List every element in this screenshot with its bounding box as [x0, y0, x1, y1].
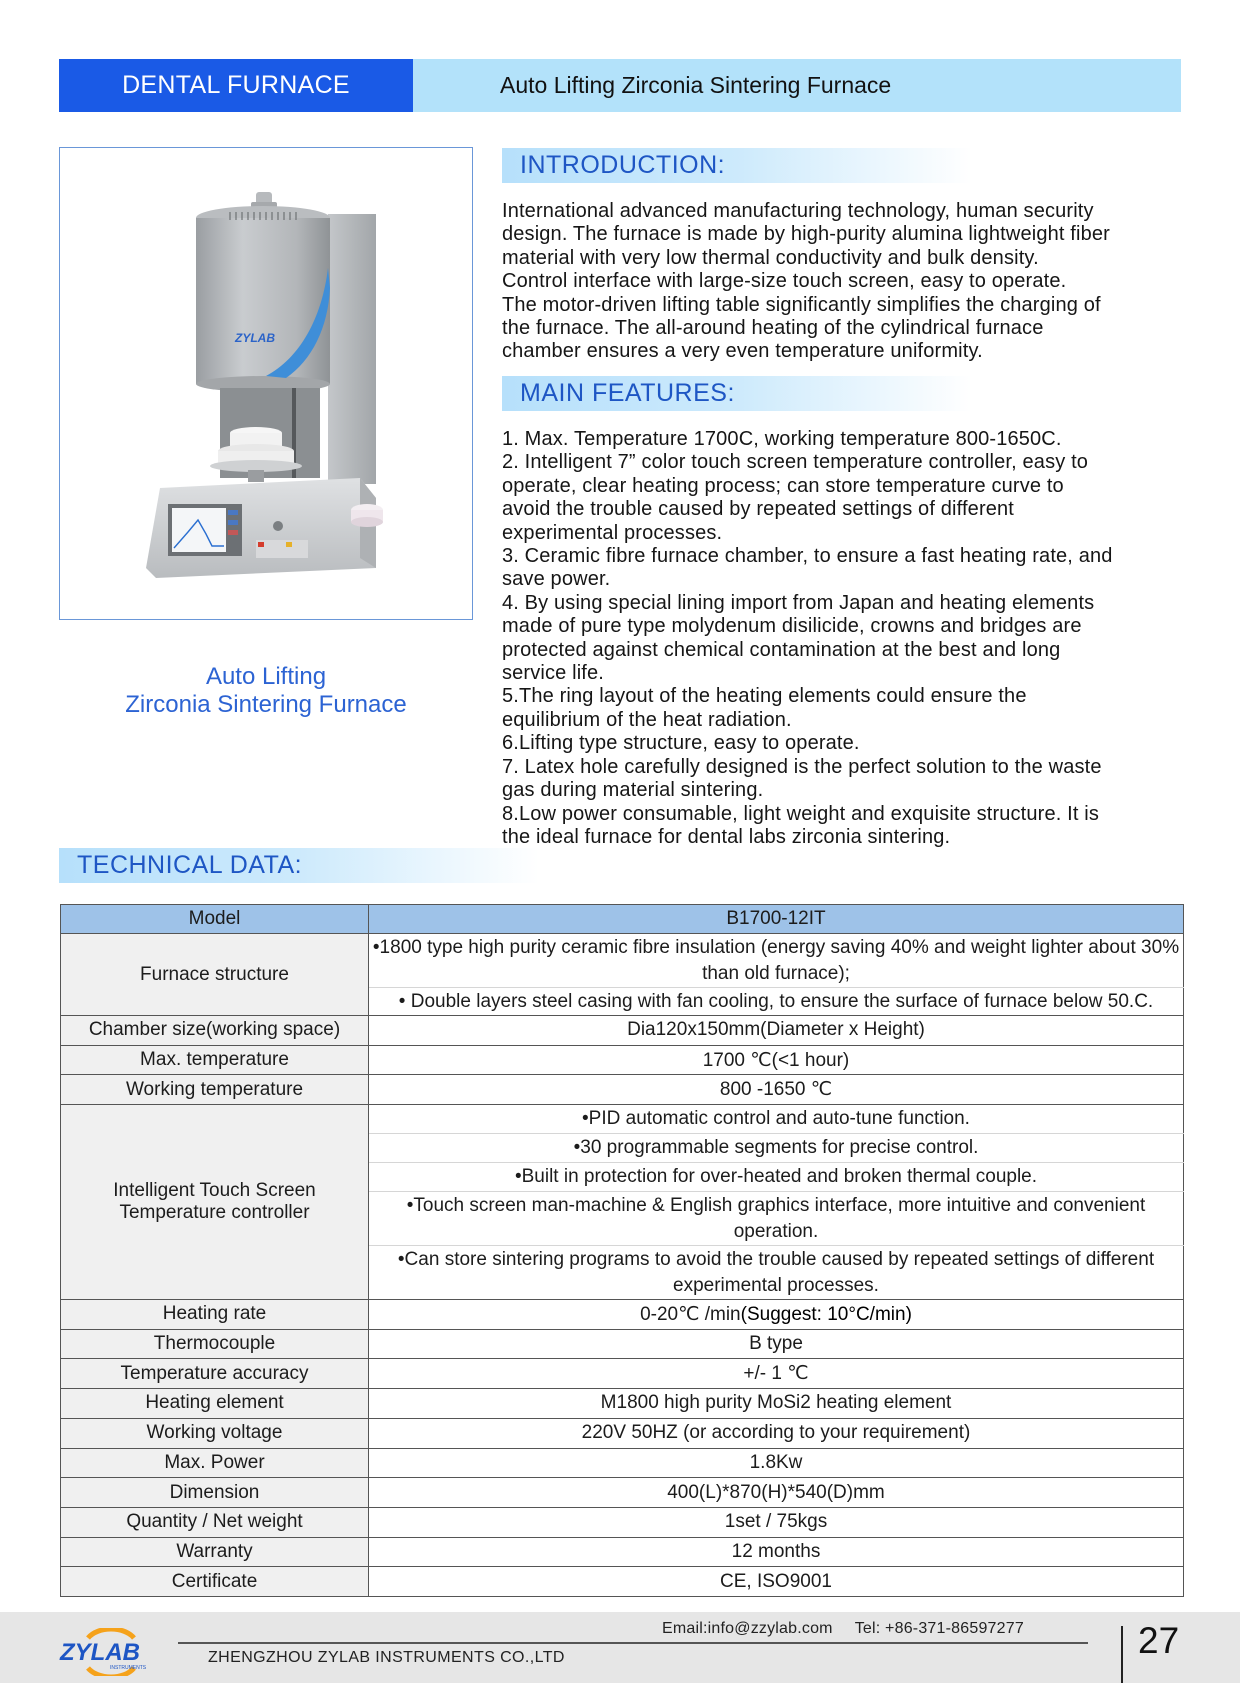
- table-row: [61, 1359, 1184, 1389]
- row-label: Dimension: [61, 1478, 369, 1508]
- caption-line-1: Auto Lifting: [205, 663, 327, 690]
- row-value: [369, 1300, 1184, 1330]
- category-label: DENTAL FURNACE: [59, 59, 413, 112]
- feature-line: avoid the trouble caused by repeated settings of different: [502, 498, 1015, 521]
- feature-line: 5.The ring layout of the heating elements could ensure the: [502, 685, 1027, 708]
- table-row: [61, 1418, 1184, 1448]
- table-row: [61, 1507, 1184, 1537]
- intro-line: International advanced manufacturing technology, human security: [502, 200, 1094, 222]
- row-label: Chamber size(working space): [61, 1016, 369, 1046]
- row-label: Heating rate: [61, 1300, 369, 1330]
- table-header-row: [61, 905, 1184, 934]
- table-row: [61, 1448, 1184, 1478]
- table-row: [61, 1389, 1184, 1419]
- svg-text:INSTRUMENTS: INSTRUMENTS: [110, 1665, 147, 1671]
- feature-line: 4. By using special lining import from Japan and heating elements: [502, 591, 1095, 614]
- table-row: [61, 1478, 1184, 1508]
- intro-line: the furnace. The all-around heating of the cylindrical furnace: [502, 317, 1044, 340]
- feature-line: made of pure type molydenum disilicide, crowns and bridges are: [502, 615, 1082, 638]
- row-label: [61, 1105, 369, 1300]
- svg-text:ZYLAB: ZYLAB: [60, 1639, 140, 1666]
- row-value: 1.8Kw: [369, 1448, 1184, 1478]
- row-label: Max. Power: [61, 1448, 369, 1478]
- row-value: •Can store sintering programs to avoid the trouble caused by repeated settings of different experimental processes.: [369, 1246, 1184, 1300]
- row-value: •1800 type high purity ceramic fibre insulation (energy saving 40% and weight lighter about 30% than old furnace);: [369, 934, 1184, 988]
- row-value: •30 programmable segments for precise control.: [369, 1134, 1184, 1163]
- row-label: Temperature accuracy: [61, 1359, 369, 1389]
- page-number-divider: [1121, 1626, 1123, 1683]
- feature-line: equilibrium of the heat radiation.: [502, 708, 792, 731]
- row-label: Working voltage: [61, 1418, 369, 1448]
- row-label: Thermocouple: [61, 1329, 369, 1359]
- product-image: [59, 147, 473, 620]
- feature-line: 6.Lifting type structure, easy to operate.: [502, 732, 860, 755]
- model-value: B1700-12IT: [369, 905, 1184, 934]
- intro-line: material with very low thermal conductivity and bulk density.: [502, 246, 1039, 269]
- table-row: [61, 1329, 1184, 1359]
- table-row: [61, 1105, 1184, 1134]
- row-label: Heating element: [61, 1389, 369, 1419]
- spec-table: [60, 904, 1184, 1597]
- feature-line: experimental processes.: [502, 521, 723, 544]
- row-value: 400(L)*870(H)*540(D)mm: [369, 1478, 1184, 1508]
- table-row: [61, 1567, 1184, 1597]
- row-value: •Touch screen man-machine & English graphics interface, more intuitive and convenient operation.: [369, 1192, 1184, 1246]
- row-value: 12 months: [369, 1537, 1184, 1567]
- feature-line: service life.: [502, 662, 604, 685]
- feature-line: 7. Latex hole carefully designed is the perfect solution to the waste: [502, 755, 1102, 778]
- feature-line: the ideal furnace for dental labs zirconia sintering.: [502, 825, 951, 848]
- introduction-text: [502, 200, 1192, 364]
- product-caption: [59, 663, 473, 719]
- intro-line: Control interface with large-size touch screen, easy to operate.: [502, 270, 1067, 293]
- table-row: [61, 1300, 1184, 1330]
- footer-company: ZHENGZHOU ZYLAB INSTRUMENTS CO.,LTD: [208, 1649, 565, 1666]
- row-value: B type: [369, 1329, 1184, 1359]
- table-row: [61, 934, 1184, 988]
- row-value: 1set / 75kgs: [369, 1507, 1184, 1537]
- feature-line: save power.: [502, 568, 611, 591]
- heating-rate-suggest: (Suggest: 10°C/min): [740, 1303, 912, 1325]
- technical-heading: TECHNICAL DATA:: [59, 848, 539, 883]
- footer-tel: Tel: +86-371-86597277: [854, 1620, 1024, 1637]
- feature-line: 8.Low power consumable, light weight and exquisite structure. It is: [502, 802, 1100, 825]
- table-row: [61, 1075, 1184, 1105]
- device-brand: ZYLAB: [235, 331, 275, 345]
- feature-line: 1. Max. Temperature 1700C, working temperature 800-1650C.: [502, 428, 1062, 450]
- controller-label-line-1: Intelligent Touch Screen: [113, 1180, 316, 1202]
- row-value: Dia120x150mm(Diameter x Height): [369, 1016, 1184, 1046]
- row-value: • Double layers steel casing with fan cooling, to ensure the surface of furnace below 50.C.: [369, 988, 1184, 1016]
- page-header: [59, 59, 1181, 112]
- row-value: +/- 1 ℃: [369, 1359, 1184, 1389]
- intro-line: The motor-driven lifting table significantly simplifies the charging of: [502, 293, 1101, 316]
- row-label: Working temperature: [61, 1075, 369, 1105]
- row-value: •Built in protection for over-heated and broken thermal couple.: [369, 1163, 1184, 1192]
- intro-line: design. The furnace is made by high-purity alumina lightweight fiber: [502, 223, 1110, 246]
- row-label: Warranty: [61, 1537, 369, 1567]
- row-label: Max. temperature: [61, 1045, 369, 1075]
- zylab-logo-icon: [58, 1628, 153, 1676]
- heating-rate-range: 0-20℃ /min: [640, 1303, 741, 1325]
- footer-email[interactable]: Email:info@zzylab.com: [662, 1620, 833, 1637]
- feature-line: 3. Ceramic fibre furnace chamber, to ensure a fast heating rate, and: [502, 545, 1113, 568]
- caption-line-2: Zirconia Sintering Furnace: [125, 691, 407, 718]
- row-value: 800 -1650 ℃: [369, 1075, 1184, 1105]
- page-number: 27: [1138, 1620, 1180, 1661]
- row-label: Certificate: [61, 1567, 369, 1597]
- feature-line: gas during material sintering.: [502, 779, 764, 802]
- row-label: Furnace structure: [61, 934, 369, 1016]
- introduction-heading: INTRODUCTION:: [502, 148, 972, 183]
- table-row: [61, 1045, 1184, 1075]
- feature-line: 2. Intelligent 7” color touch screen temperature controller, easy to: [502, 451, 1089, 474]
- footer-rule: [178, 1642, 1088, 1644]
- row-label: Quantity / Net weight: [61, 1507, 369, 1537]
- table-row: [61, 1016, 1184, 1046]
- table-row: [61, 1537, 1184, 1567]
- row-value: CE, ISO9001: [369, 1567, 1184, 1597]
- intro-line: chamber ensures a very even temperature uniformity.: [502, 340, 983, 363]
- features-heading: MAIN FEATURES:: [502, 376, 972, 411]
- furnace-illustration: [60, 148, 473, 620]
- row-value: 1700 ℃(<1 hour): [369, 1045, 1184, 1075]
- row-value: •PID automatic control and auto-tune function.: [369, 1105, 1184, 1134]
- row-value: 220V 50HZ (or according to your requirement): [369, 1418, 1184, 1448]
- feature-line: operate, clear heating process; can store temperature curve to: [502, 474, 1064, 497]
- controller-label-line-2: Temperature controller: [119, 1202, 310, 1224]
- footer-contact: [662, 1620, 1046, 1638]
- row-value: M1800 high purity MoSi2 heating element: [369, 1389, 1184, 1419]
- page-footer: [0, 1612, 1240, 1683]
- features-list: [502, 428, 1192, 849]
- product-title: Auto Lifting Zirconia Sintering Furnace: [413, 59, 1181, 112]
- feature-line: protected against chemical contamination at the best and long: [502, 638, 1061, 661]
- model-label: Model: [61, 905, 369, 934]
